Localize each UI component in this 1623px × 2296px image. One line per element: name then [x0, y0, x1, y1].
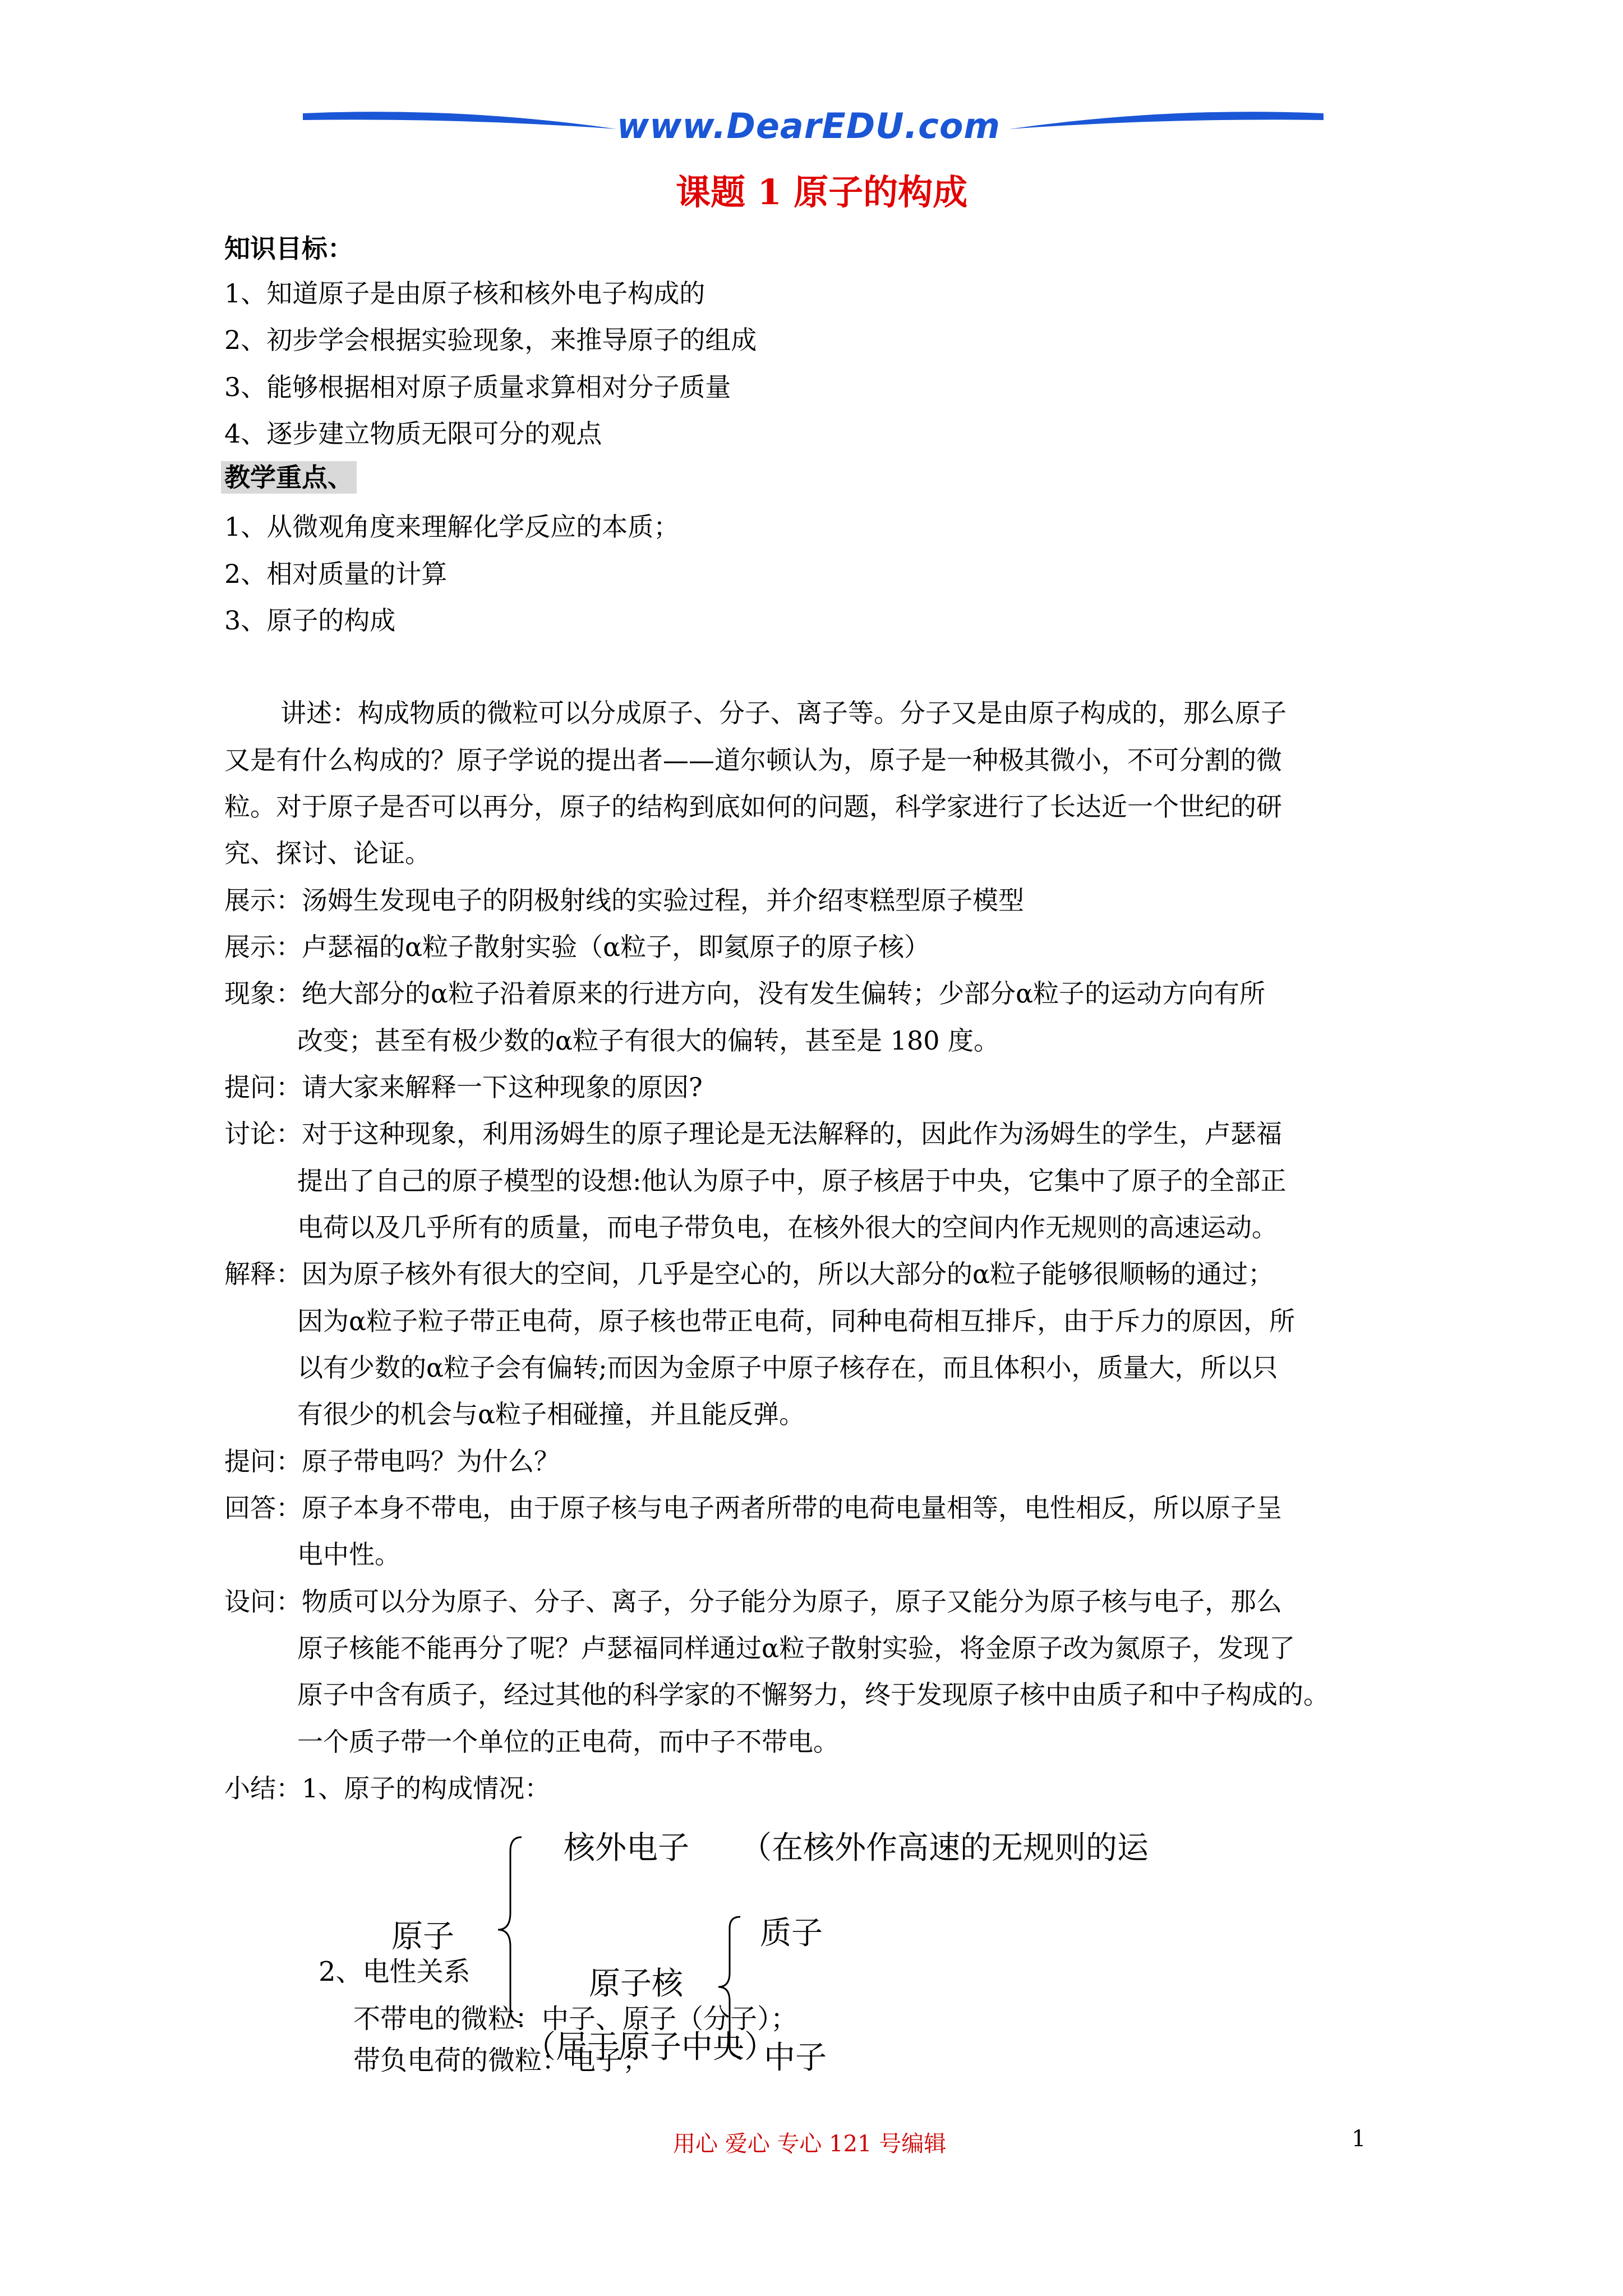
- diagram-atom: 原子: [391, 1918, 454, 1955]
- paragraph-line: 设问：物质可以分为原子、分子、离子，分子能分为原子，原子又能分为原子核与电子，那么: [224, 1586, 1282, 1617]
- paragraph-line: 改变；甚至有极少数的α粒子有很大的偏转，甚至是 180 度。: [297, 1025, 1000, 1056]
- focus-item: 2、相对质量的计算: [224, 559, 448, 589]
- paragraph-line: 回答：原子本身不带电，由于原子核与电子两者所带的电荷电量相等，电性相反，所以原子呈: [224, 1493, 1282, 1523]
- diagram-nucleus-note: （居于原子中央）: [524, 2029, 776, 2065]
- diagram-proton: 质子: [760, 1915, 823, 1952]
- paragraph-line: 解释：因为原子核外有很大的空间，几乎是空心的，所以大部分的α粒子能够很顺畅的通过；: [224, 1259, 1274, 1289]
- goal-item: 1、知道原子是由原子核和核外电子构成的: [224, 278, 706, 309]
- paragraph-line: 究、探讨、论证。: [224, 838, 431, 868]
- brace-atom: [494, 1834, 527, 2025]
- paragraph-line: 有很少的机会与α粒子相碰撞，并且能反弹。: [297, 1399, 805, 1429]
- goal-item: 2、初步学会根据实验现象，来推导原子的组成: [224, 325, 757, 355]
- diagram-electron-note: （在核外作高速的无规则的运: [740, 1830, 1149, 1866]
- goal-item: 3、能够根据相对原子质量求算相对分子质量: [224, 372, 731, 402]
- paragraph-line: 一个质子带一个单位的正电荷，而中子不带电。: [297, 1727, 839, 1757]
- diagram-negative: 带负电荷的微粒：电子；: [353, 2045, 650, 2076]
- site-logo-text: www.DearEDU.com: [617, 105, 1001, 146]
- diagram-relation: 2、电性关系: [319, 1956, 471, 1987]
- focus-item: 1、从微观角度来理解化学反应的本质；: [224, 512, 680, 542]
- diagram-neutron: 中子: [764, 2040, 827, 2076]
- page-number: 1: [1352, 2126, 1366, 2152]
- paragraph-line: 电中性。: [297, 1539, 400, 1570]
- paragraph-line: 展示：汤姆生发现电子的阴极射线的实验过程，并介绍枣糕型原子模型: [224, 885, 1024, 915]
- paragraph-line: 提出了自己的原子模型的设想:他认为原子中，原子核居于中央，它集中了原子的全部正: [297, 1166, 1287, 1196]
- focus-item: 3、原子的构成: [224, 605, 396, 636]
- header-swoosh-right: [1009, 107, 1324, 146]
- paragraph-line: 展示：卢瑟福的α粒子散射实验（α粒子，即氦原子的原子核）: [224, 932, 930, 962]
- paragraph-line: 现象：绝大部分的α粒子沿着原来的行进方向，没有发生偏转；少部分α粒子的运动方向有所: [224, 978, 1266, 1009]
- header-swoosh-left: [303, 107, 617, 146]
- paragraph-line: 讨论：对于这种现象，利用汤姆生的原子理论是无法解释的，因此作为汤姆生的学生，卢瑟福: [224, 1119, 1282, 1149]
- paragraph-line: 原子中含有质子，经过其他的科学家的不懈努力，终于发现原子核中由质子和中子构成的。: [297, 1680, 1329, 1710]
- atom-structure-diagram: [303, 1823, 1200, 2076]
- diagram-neutral: 不带电的微粒：中子、原子（分子）；: [353, 2003, 798, 2035]
- page-title: 课题 1 原子的构成: [676, 172, 968, 213]
- paragraph-line: 提问：原子带电吗？为什么？: [224, 1446, 560, 1476]
- paragraph-line: 原子核能不能再分了呢？卢瑟福同样通过α粒子散射实验，将金原子改为氮原子，发现了: [297, 1633, 1295, 1663]
- diagram-nucleus: 原子核: [589, 1966, 683, 2002]
- knowledge-goals-heading: 知识目标：: [224, 233, 353, 264]
- goal-item: 4、逐步建立物质无限可分的观点: [224, 418, 602, 449]
- footer-text: 用心 爱心 专心 121 号编辑: [673, 2131, 947, 2157]
- paragraph-line: 粒。对于原子是否可以再分，原子的结构到底如何的问题，科学家进行了长达近一个世纪的研: [224, 792, 1282, 822]
- paragraph-line: 讲述：构成物质的微粒可以分成原子、分子、离子等。分子又是由原子构成的，那么原子: [280, 698, 1287, 728]
- teaching-focus-heading: 教学重点、: [221, 464, 357, 490]
- paragraph-line: 以有少数的α粒子会有偏转;而因为金原子中原子核存在，而且体积小，质量大，所以只: [297, 1352, 1278, 1383]
- paragraph-line: 小结：1、原子的构成情况：: [224, 1773, 551, 1803]
- paragraph-line: 因为α粒子粒子带正电荷，原子核也带正电荷，同种电荷相互排斥，由于斥力的原因，所: [297, 1306, 1295, 1336]
- paragraph-line: 又是有什么构成的？原子学说的提出者——道尔顿认为，原子是一种极其微小，不可分割的微: [224, 745, 1282, 775]
- paragraph-line: 提问：请大家来解释一下这种现象的原因?: [224, 1072, 703, 1102]
- header: [303, 101, 1324, 151]
- diagram-electron: 核外电子: [564, 1830, 689, 1866]
- paragraph-line: 电荷以及几乎所有的质量，而电子带负电，在核外很大的空间内作无规则的高速运动。: [297, 1212, 1278, 1243]
